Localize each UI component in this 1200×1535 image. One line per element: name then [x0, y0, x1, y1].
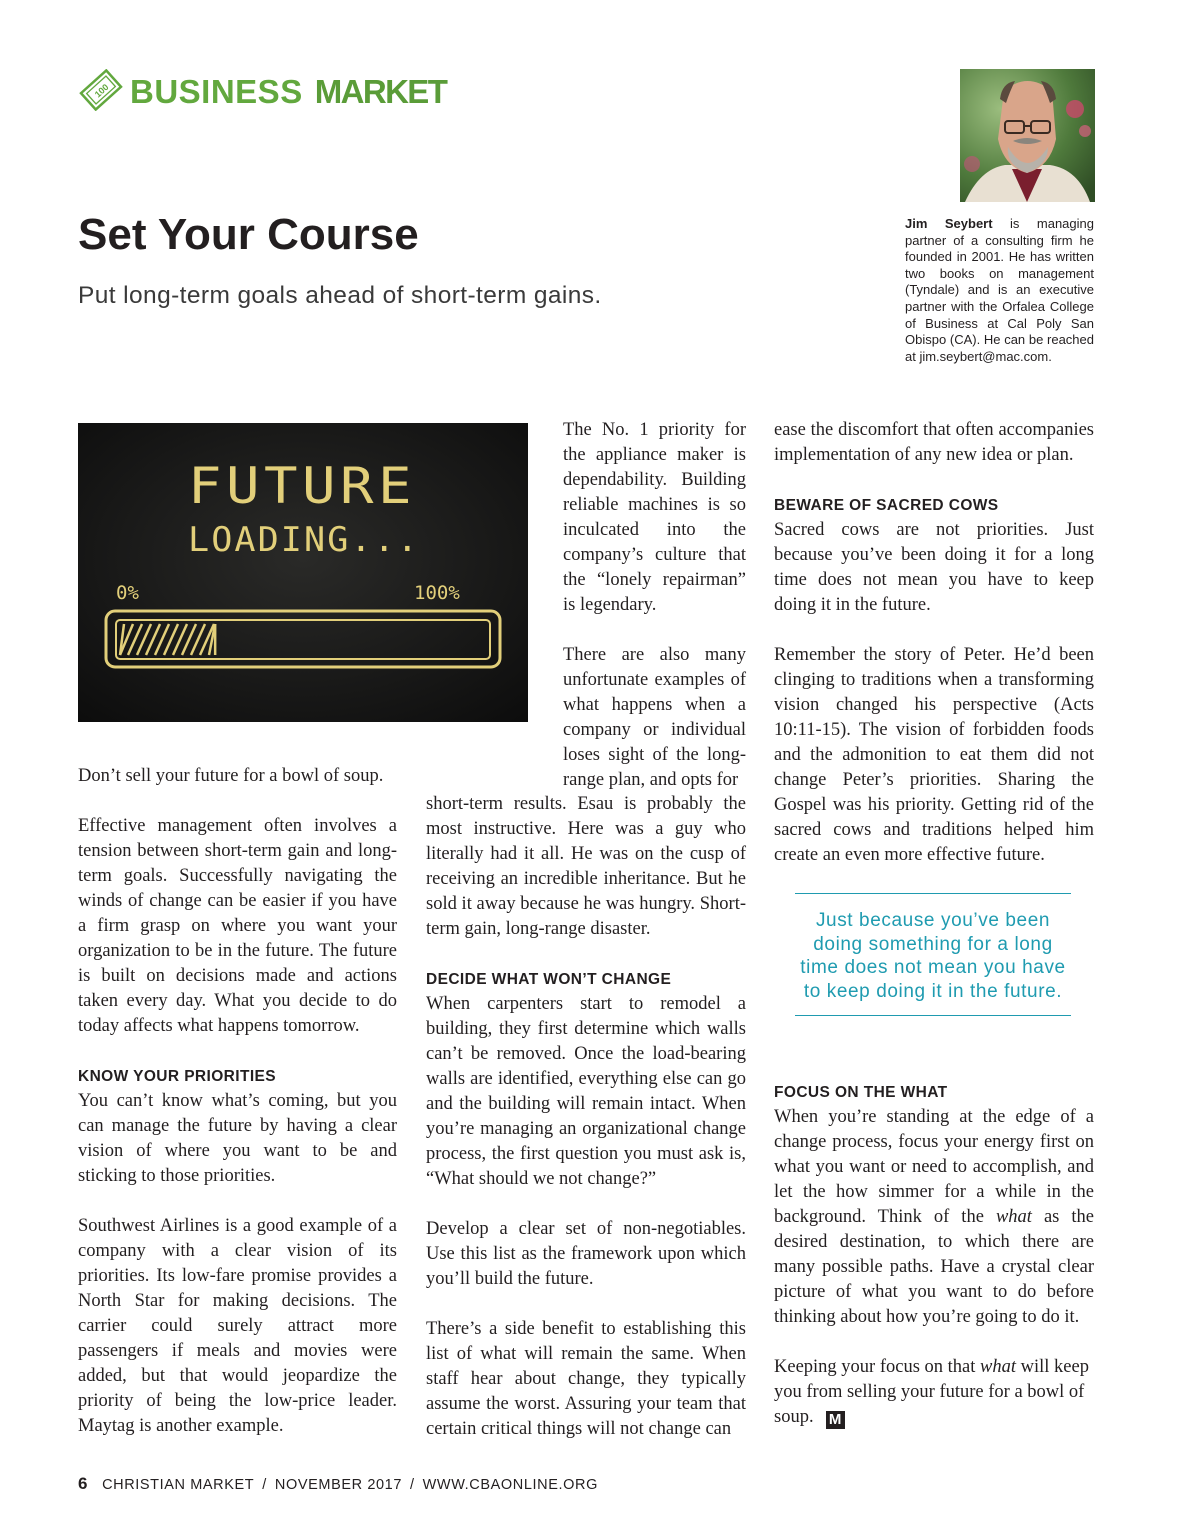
page-number: 6: [78, 1474, 89, 1493]
col3-p5-post: will keep you from selling your future for a bowl of soup.: [774, 1357, 1089, 1427]
col3-p5-pre: Keeping your focus on that: [774, 1357, 976, 1377]
footer-magazine: CHRISTIAN MARKET: [102, 1477, 255, 1493]
author-bio: [905, 216, 1094, 365]
heading-decide-what-wont-change: DECIDE WHAT WON’T CHANGE: [426, 971, 672, 988]
chalk-loading-text: LOADING...: [188, 520, 420, 560]
section-word-business: BUSINESS: [130, 73, 303, 110]
author-name: Jim Seybert: [905, 216, 993, 231]
col1-p4: Southwest Airlines is a good example of a company with a clear vision of its priorities. Its low-fare promise provides a North Star for making decisions. The carrier could surely attract more passengers if meals and movies were added, but that would jeopardize the priority of being the low-price leader. Maytag is another example.: [78, 1216, 397, 1436]
col3-p4-pre: When you’re standing at the edge of a change process, focus your energy first on what you want or need to accomplish, and let the how simmer for a while in the background. Think of the: [774, 1107, 1094, 1227]
col2-p2a: There are also many unfortunate examples of what happens when a company or individual loses sight of the long-range plan, and opts for: [563, 645, 746, 790]
money-icon: [78, 69, 124, 116]
section-word-market: MARKET: [314, 73, 447, 110]
col1-p2: Effective management often involves a tension between short-term gain and long-term goals. Successfully navigating the winds of change can be easier if you have a firm grasp on where you want your organization to be in the future. The future is built on decisions made and actions taken every day. What you decide to do today affects what happens tomorrow.: [78, 816, 397, 1036]
col3-p4-em: what: [995, 1207, 1032, 1227]
col3-p1: ease the discomfort that often accompanies implementation of any new idea or plan.: [774, 420, 1094, 465]
page-footer: [78, 1474, 598, 1494]
col2-p1: The No. 1 priority for the appliance maker is dependability. Building reliable machines is so inculcated into the company’s culture that the “lonely repairman” is legendary.: [563, 420, 746, 615]
col2-p2b: short-term results. Esau is probably the most instructive. Here was a guy who literally had it all. He was on the cusp of receiving an incredible inheritance. But he sold it away because he was hungry. Short-term gain, long-range disaster.: [426, 794, 746, 939]
col3-p4-post: as the desired destination, to which there are many possible paths. Have a crystal clear picture of what you want to do before thinking about how you’re going to do it.: [774, 1207, 1095, 1327]
heading-know-your-priorities: KNOW YOUR PRIORITIES: [78, 1068, 277, 1085]
heading-focus-on-the-what: FOCUS ON THE WHAT: [774, 1084, 948, 1101]
svg-text:100: 100: [92, 81, 111, 99]
author-photo: [960, 69, 1095, 202]
col2-p4: Develop a clear set of non-negotiables. Use this list as the framework upon which you’ll build the future.: [426, 1219, 746, 1289]
footer-separator: /: [409, 1477, 415, 1493]
column-3: [774, 418, 1094, 868]
chalk-zero-label: 0%: [116, 582, 139, 604]
article-title: Set Your Course: [78, 210, 419, 259]
footer-url: WWW.CBAONLINE.ORG: [422, 1477, 598, 1493]
chalk-future-text: FUTURE: [188, 457, 416, 515]
col3-p5-em: what: [980, 1357, 1017, 1377]
column-2-top: [563, 418, 746, 793]
chalk-hundred-label: 100%: [414, 582, 460, 604]
author-bio-text: is managing partner of a consulting firm he founded in 2001. He has written two books on management (Tyndale) and is an executive partner with the Orfalea College of Business at Cal Poly San Obispo (CA). He can be reached at jim.seybert@mac.com.: [905, 216, 1094, 364]
future-loading-image: [78, 423, 528, 722]
heading-beware-of-sacred-cows: BEWARE OF SACRED COWS: [774, 497, 999, 514]
footer-issue: NOVEMBER 2017: [274, 1477, 402, 1493]
pull-quote: Just because you’ve been doing something for a long time does not mean you have to keep doing it in the future.: [795, 893, 1071, 1016]
footer-separator: /: [262, 1477, 267, 1493]
col3-p3: Remember the story of Peter. He’d been clinging to traditions when a transforming vision changed his perspective (Acts 10:11-15). The vision of forbidden foods and the admonition to eat them did not change Peter’s priorities. Sharing the Gospel was his priority. Getting rid of the sacred cows and traditions helped him create an even more effective future.: [774, 645, 1094, 865]
col3-p5: [774, 1355, 1094, 1430]
col1-p3: You can’t know what’s coming, but you can manage the future by having a clear vision of where you want to be and sticking to those priorities.: [78, 1091, 397, 1186]
section-header: [78, 70, 446, 114]
col3-p2: Sacred cows are not priorities. Just because you’ve been doing it for a long time does not mean you have to keep doing it in the future.: [774, 520, 1094, 615]
col2-p5: There’s a side benefit to establishing this list of what will remain the same. When staff hear about change, they typically assume the worst. Assuring your team that certain critical things will not change can: [426, 1319, 746, 1439]
col2-p3: When carpenters start to remodel a building, they first determine which walls can’t be removed. Once the load-bearing walls are identified, everything else can go and the building will remain intact. When you’re managing an organizational change process, the first question you must ask is, “What should we not change?”: [426, 994, 746, 1189]
article-subtitle: Put long-term goals ahead of short-term gains.: [78, 282, 602, 309]
column-1: [78, 764, 397, 1439]
col3-p4: [774, 1105, 1094, 1330]
end-mark-icon: M: [826, 1411, 845, 1429]
column-2: [426, 792, 746, 1442]
column-3-bottom: [774, 1080, 1094, 1430]
col1-p1: Don’t sell your future for a bowl of soup.: [78, 766, 384, 786]
